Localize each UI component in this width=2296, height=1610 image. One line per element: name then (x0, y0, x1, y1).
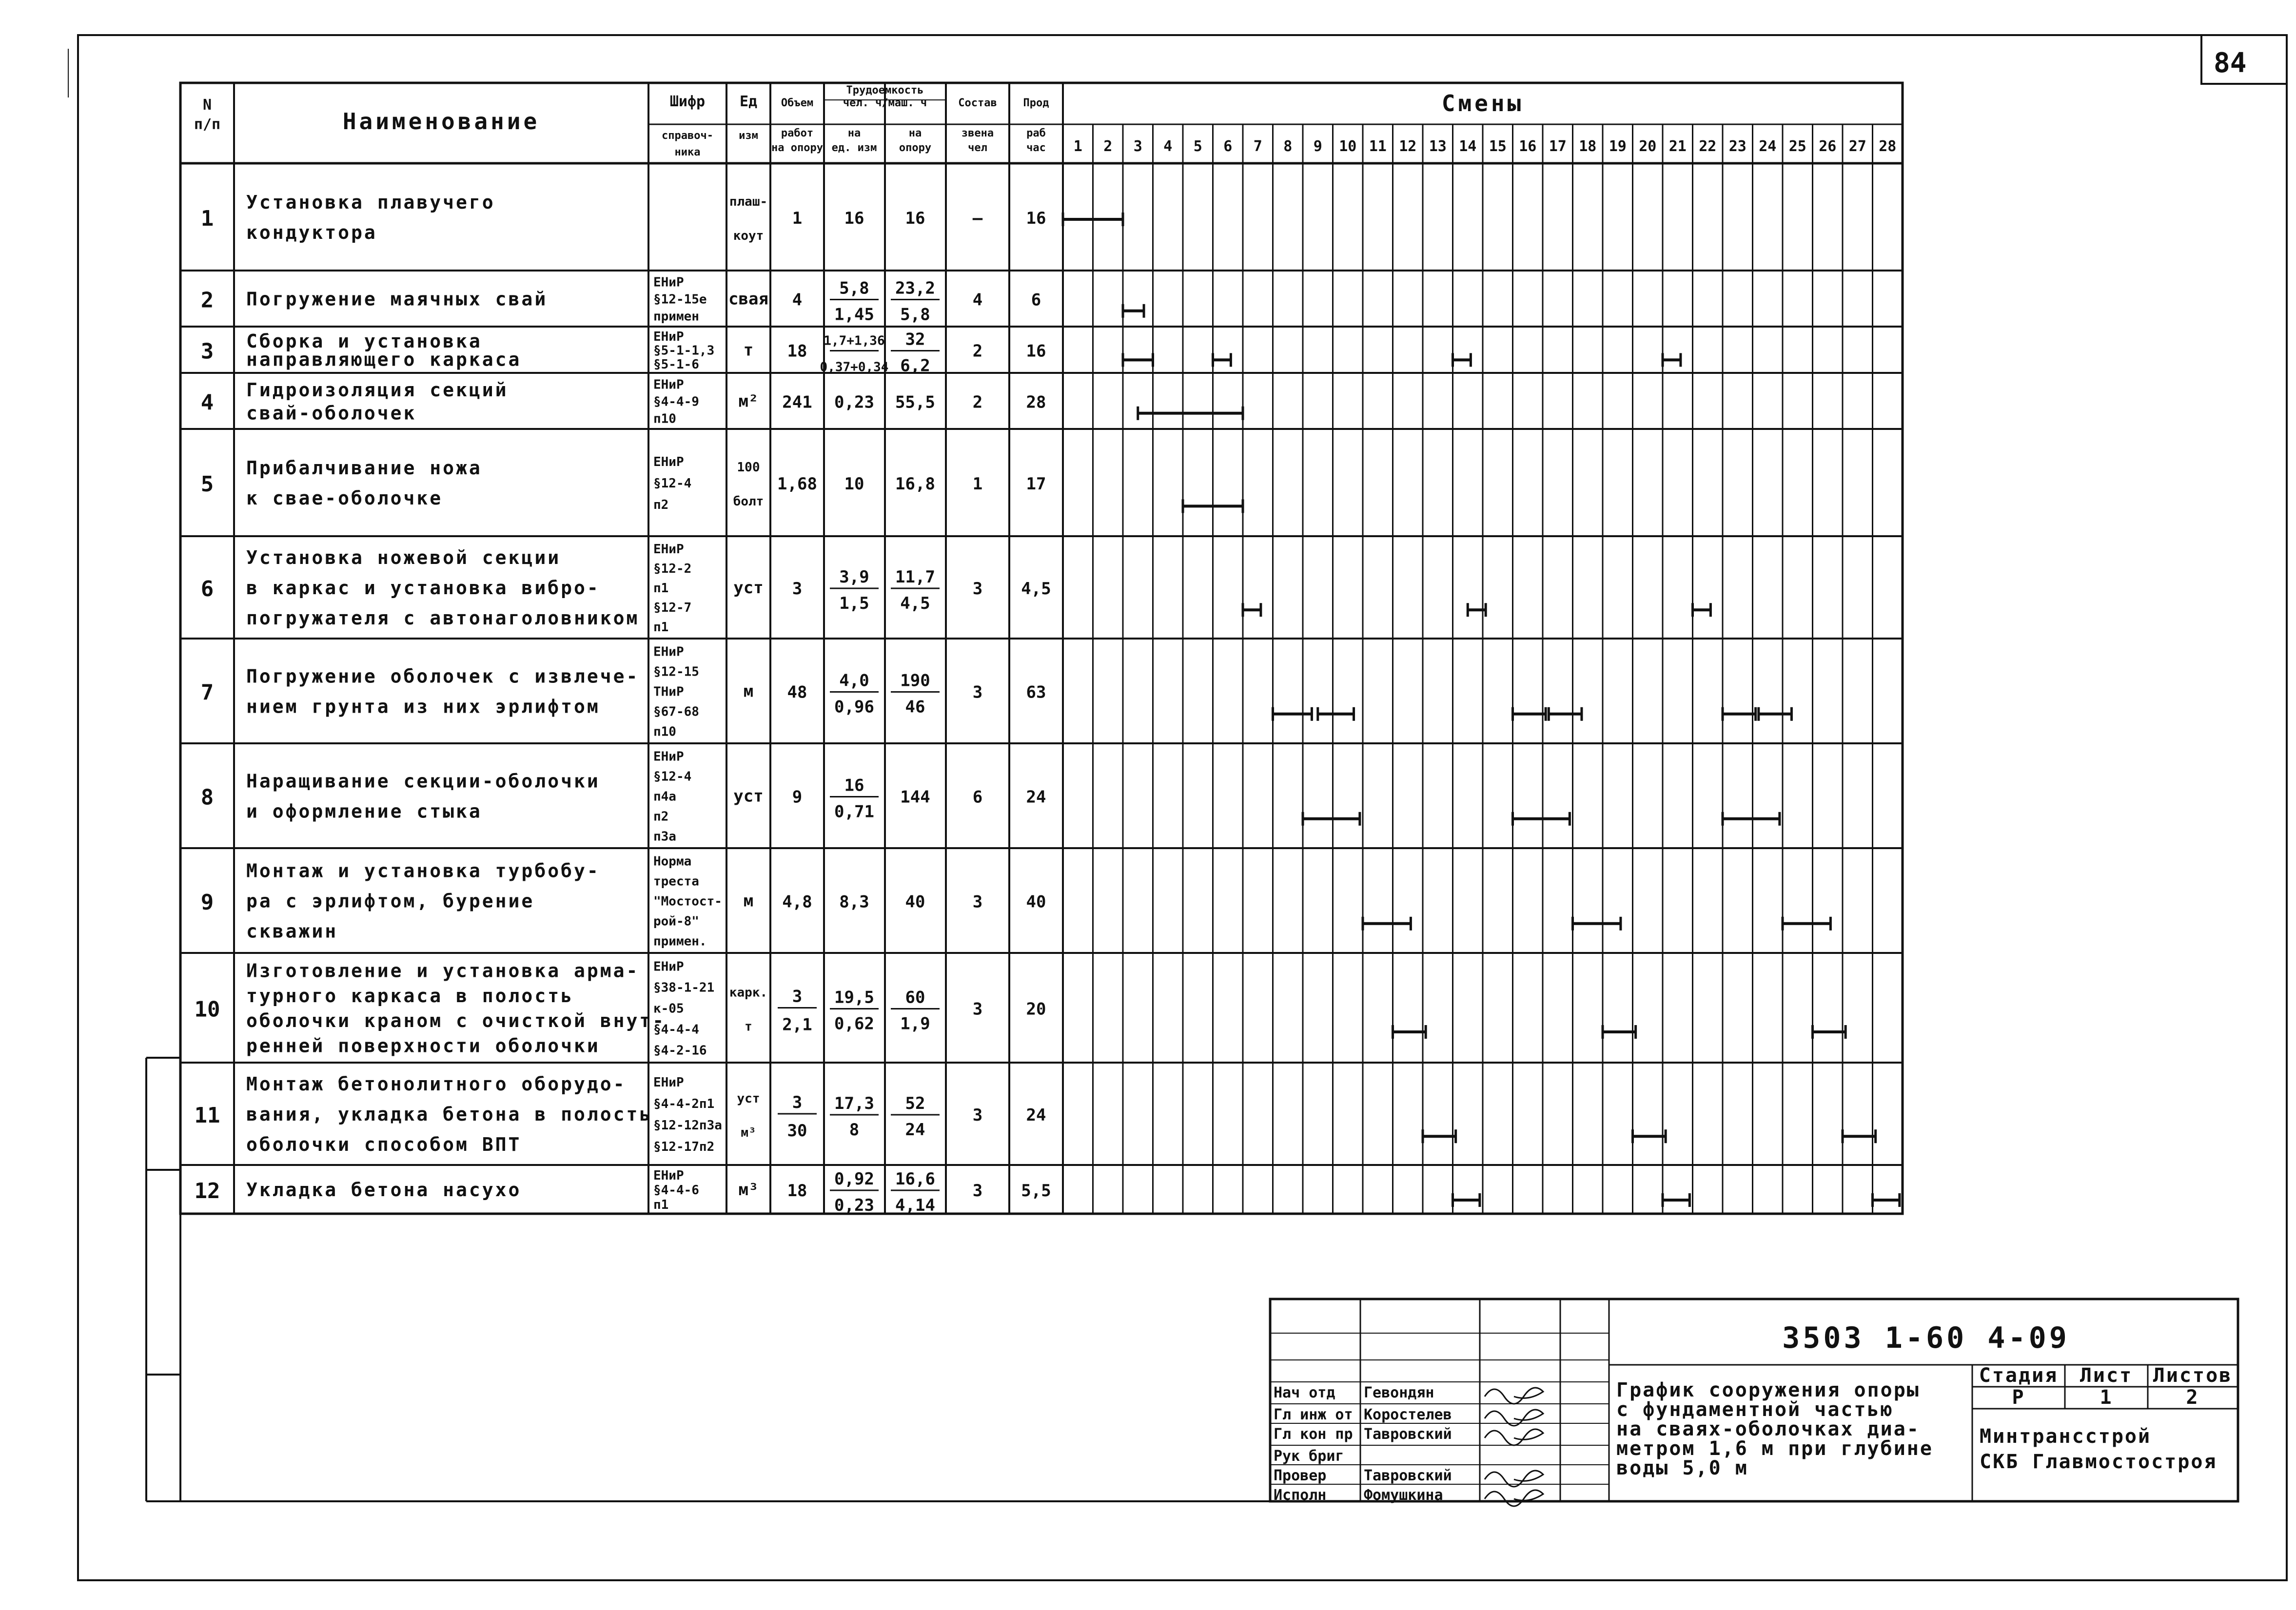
task-name: кондуктора (246, 222, 377, 243)
task-name: направляющего каркаса (246, 349, 522, 370)
unit: м³ (738, 1180, 759, 1200)
shift-number: 25 (1788, 138, 1806, 155)
norm-code: ЕНиР (653, 542, 684, 557)
norm-code: ЕНиР (653, 644, 684, 660)
gantt-bar (1723, 707, 1756, 721)
signature-name: Тавровский (1364, 1426, 1452, 1443)
crew-size: 6 (972, 787, 983, 807)
norm-code: п3а (653, 829, 676, 844)
task-name: Прибалчивание ножа (246, 457, 482, 479)
row-number: 7 (200, 680, 214, 705)
labor-value: 32 (905, 330, 925, 349)
shift-number: 16 (1519, 138, 1537, 155)
task-name: Установка ножевой секции (246, 547, 561, 568)
sheets-value: 2 (2186, 1386, 2199, 1409)
shift-number: 13 (1429, 138, 1447, 155)
labor-value: 144 (900, 787, 930, 807)
labor-value: 1,5 (839, 594, 869, 613)
labor-value: 23,2 (895, 278, 935, 298)
signature (1485, 1429, 1543, 1445)
shift-number: 11 (1369, 138, 1387, 155)
header-code: Шифр (669, 93, 706, 110)
shift-number: 1 (1073, 138, 1082, 155)
norm-code: §67-68 (653, 704, 699, 719)
labor-value: 0,23 (834, 1196, 874, 1215)
shift-number: 28 (1879, 138, 1897, 155)
unit: 100 (737, 460, 760, 475)
norm-code: §4-4-2п1 (653, 1097, 715, 1111)
header-labor: чел. ч/маш. ч (843, 97, 927, 109)
norm-code: §4-2-16 (653, 1043, 707, 1058)
sheet-number: 84 (2214, 47, 2247, 79)
gantt-bar (1693, 603, 1711, 617)
gantt-bar (1759, 707, 1792, 721)
labor-value: 3,9 (839, 567, 869, 587)
norm-code: §4-4-9 (653, 394, 699, 409)
unit: уст (733, 786, 764, 806)
crew-size: 3 (972, 892, 983, 912)
volume: 3 (792, 987, 803, 1007)
labor-value: 5,8 (900, 305, 930, 325)
norm-code: §12-15е (653, 292, 707, 307)
norm-code: п1 (653, 581, 669, 596)
norm-code: §12-7 (653, 601, 692, 615)
volume: 1 (792, 209, 803, 228)
norm-code: §12-15 (653, 664, 699, 679)
labor-value: 10 (844, 474, 864, 494)
labor-value: 19,5 (834, 988, 874, 1008)
duration: 6 (1031, 290, 1041, 310)
norm-code: п2 (653, 809, 669, 824)
volume: 1,68 (777, 474, 817, 494)
task-name: Погружение оболочек с извлече- (246, 665, 640, 687)
task-name: турного каркаса в полость (246, 985, 574, 1007)
volume: 2,1 (782, 1015, 812, 1035)
signature (1485, 1490, 1543, 1506)
crew-size: 3 (972, 682, 983, 702)
gantt-bar (1363, 917, 1411, 931)
duration: 24 (1026, 1106, 1046, 1125)
header-crew-sub: чел (968, 142, 987, 154)
labor-value: 0,37+0,34 (820, 360, 889, 375)
task-name: Гидроизоляция секций (246, 379, 509, 401)
gantt-bar (1318, 707, 1354, 721)
shift-number: 5 (1193, 138, 1202, 155)
document-code: 3503 1-60 4-09 (1782, 1321, 2070, 1355)
norm-code: §12-4 (653, 476, 692, 491)
unit: уст (733, 578, 764, 598)
gantt-bar (1138, 407, 1243, 420)
labor-value: 0,71 (834, 802, 874, 822)
gantt-bar (1633, 1129, 1666, 1143)
labor-value: 60 (905, 988, 925, 1008)
task-name: Монтаж и установка турбобу- (246, 860, 600, 882)
norm-code: §4-4-4 (653, 1022, 699, 1037)
gantt-bar (1873, 1193, 1900, 1207)
header-labor-support: на (908, 127, 922, 139)
signature-name: Гевондян (1364, 1384, 1434, 1401)
task-name: погружателя с автонаголовником (246, 607, 640, 629)
labor-value: 16 (844, 209, 864, 228)
header-volume-sub: работ (781, 127, 814, 139)
organization: Минтрансстрой (1980, 1425, 2152, 1448)
shift-number: 26 (1819, 138, 1837, 155)
row-number: 5 (200, 472, 214, 497)
gantt-bar (1453, 353, 1471, 367)
row-number: 11 (194, 1103, 220, 1128)
header-unit: Ед (739, 93, 758, 110)
task-name: к свае-оболочке (246, 487, 443, 509)
duration: 4,5 (1021, 579, 1051, 599)
unit: т (743, 340, 754, 360)
labor-value: 6,2 (900, 356, 930, 376)
header-number: п/п (194, 116, 221, 133)
shift-number: 4 (1163, 138, 1173, 155)
unit: м² (738, 391, 759, 411)
volume: 4 (792, 290, 803, 310)
drawing-title: метром 1,6 м при глубине (1616, 1437, 1933, 1460)
norm-code: §38-1-21 (653, 980, 715, 995)
task-name: Наращивание секции-оболочки (246, 770, 600, 792)
header-labor-support: опору (899, 142, 932, 154)
header-number: N (202, 97, 212, 114)
norm-code: ЕНиР (653, 1075, 684, 1090)
labor-value: 52 (905, 1094, 925, 1113)
norm-code: ТНиР (653, 684, 684, 699)
gantt-bar (1243, 603, 1261, 617)
labor-value: 0,62 (834, 1014, 874, 1034)
norm-code: треста (653, 874, 699, 889)
duration: 20 (1026, 999, 1046, 1019)
labor-value: 1,9 (900, 1014, 930, 1034)
norm-code: п2 (653, 498, 669, 512)
shift-number: 18 (1579, 138, 1597, 155)
gantt-bar (1663, 353, 1681, 367)
volume: 3 (792, 1093, 803, 1112)
stage-value: Р (2012, 1386, 2025, 1409)
volume: 3 (792, 579, 803, 599)
labor-value: 16,6 (895, 1169, 935, 1189)
task-name: вания, укладка бетона в полость (246, 1104, 653, 1125)
labor-value: 16,8 (895, 474, 935, 494)
shift-number: 15 (1489, 138, 1507, 155)
task-name: в каркас и установка вибро- (246, 577, 600, 599)
crew-size: 3 (972, 1106, 983, 1125)
gantt-bar (1423, 1129, 1456, 1143)
labor-value: 1,7+1,36 (824, 333, 885, 349)
drawing-title: воды 5,0 м (1616, 1457, 1748, 1479)
labor-value: 24 (905, 1120, 925, 1140)
duration: 5,5 (1021, 1181, 1051, 1201)
shift-number: 7 (1253, 138, 1262, 155)
unit: м (743, 891, 754, 911)
task-name: скважин (246, 920, 338, 942)
norm-code: п1 (653, 620, 669, 635)
task-name: ренней поверхности оболочки (246, 1035, 600, 1057)
norm-code: §4-4-6 (653, 1183, 699, 1198)
signature-name: Тавровский (1364, 1467, 1452, 1484)
header-labor-unit: ед. изм (831, 142, 877, 154)
gantt-bar (1393, 1025, 1426, 1039)
row-number: 1 (200, 206, 214, 231)
volume: 241 (782, 392, 812, 412)
norm-code: п10 (653, 724, 676, 739)
volume: 9 (792, 787, 803, 807)
drawing-title: График сооружения опоры (1616, 1379, 1920, 1401)
gantt-bar (1573, 917, 1621, 931)
unit: коут (733, 229, 764, 243)
norm-code: ЕНиР (653, 749, 684, 764)
unit: уст (737, 1091, 760, 1106)
sheet-label: Лист (2080, 1364, 2133, 1387)
norm-code: п1 (653, 1198, 669, 1212)
crew-size: 4 (972, 290, 983, 310)
norm-code: примен. (653, 934, 707, 949)
row-number: 9 (200, 890, 214, 915)
labor-value: 17,3 (834, 1094, 874, 1113)
task-name: Монтаж бетонолитного оборудо- (246, 1073, 627, 1095)
schedule-table (180, 83, 1903, 1215)
shift-number: 17 (1549, 138, 1567, 155)
shift-number: 9 (1313, 138, 1322, 155)
header-name: Наименование (342, 108, 540, 135)
labor-value: 4,0 (839, 671, 869, 691)
task-name: нием грунта из них эрлифтом (246, 696, 600, 718)
norm-code: ЕНиР (653, 1168, 684, 1183)
gantt-bar (1303, 812, 1360, 826)
norm-code: ЕНиР (653, 377, 684, 392)
header-volume-sub: на опору (771, 142, 823, 154)
shift-number: 14 (1459, 138, 1477, 155)
organization: СКБ Главмостостроя (1980, 1451, 2218, 1473)
volume: 30 (787, 1121, 807, 1141)
row-number: 3 (200, 339, 214, 364)
header-code-sub: справоч- (662, 130, 713, 142)
volume: 4,8 (782, 892, 812, 912)
norm-code: ЕНиР (653, 455, 684, 469)
header-duration: Прод (1023, 97, 1049, 109)
labor-value: 190 (900, 671, 930, 691)
unit: м³ (741, 1125, 756, 1140)
labor-value: 40 (905, 892, 925, 912)
task-name: Установка плавучего (246, 192, 495, 213)
signature-role: Провер (1274, 1467, 1327, 1484)
header-labor: Трудоемкость (846, 84, 924, 97)
drawing-title: с фундаментной частью (1616, 1398, 1894, 1421)
gantt-bar (1273, 707, 1312, 721)
norm-code: §12-2 (653, 562, 692, 576)
shift-number: 24 (1759, 138, 1777, 155)
gantt-bar (1723, 812, 1780, 826)
shift-number: 23 (1728, 138, 1747, 155)
crew-size: — (972, 209, 983, 228)
crew-size: 3 (972, 999, 983, 1019)
signature-name: Коростелев (1364, 1406, 1452, 1423)
gantt-bar (1843, 1129, 1876, 1143)
row-number: 2 (200, 288, 214, 313)
labor-value: 1,45 (834, 305, 874, 325)
unit: болт (733, 494, 764, 509)
gantt-bar (1513, 707, 1546, 721)
drawing-title: на сваях-оболочках диа- (1616, 1418, 1920, 1440)
task-name: Погружение маячных свай (246, 288, 548, 310)
row-number: 8 (200, 785, 214, 810)
unit: т (745, 1019, 752, 1034)
labor-value: 11,7 (895, 567, 935, 587)
header-duration-sub: час (1026, 142, 1046, 154)
shift-number: 10 (1339, 138, 1357, 155)
labor-value: 16 (905, 209, 925, 228)
duration: 16 (1026, 341, 1046, 361)
labor-value: 0,23 (834, 392, 874, 412)
task-name: свай-оболочек (246, 402, 417, 424)
labor-value: 4,5 (900, 594, 930, 613)
header-unit-sub: изм (739, 130, 758, 142)
norm-code: §12-12п3а (653, 1118, 722, 1133)
gantt-bar (1783, 917, 1830, 931)
norm-code: §12-17п2 (653, 1140, 715, 1154)
shift-number: 27 (1848, 138, 1866, 155)
row-number: 6 (200, 577, 214, 601)
signature-role: Исполн (1274, 1487, 1327, 1504)
norm-code: §5-1-6 (653, 357, 699, 372)
crew-size: 3 (972, 579, 983, 599)
labor-value: 46 (905, 697, 925, 717)
norm-code: примен (653, 309, 699, 324)
duration: 28 (1026, 392, 1046, 412)
shift-number: 20 (1639, 138, 1657, 155)
gantt-chart (1063, 213, 1900, 1207)
shift-number: 3 (1133, 138, 1142, 155)
unit: свая (728, 289, 768, 309)
task-name: оболочки способом ВПТ (246, 1134, 522, 1155)
shift-number: 6 (1223, 138, 1233, 155)
labor-value: 55,5 (895, 392, 935, 412)
gantt-bar (1513, 812, 1570, 826)
task-name: и оформление стыка (246, 800, 482, 822)
signature-role: Гл инж от (1274, 1406, 1353, 1423)
signature-name: Фомушкина (1364, 1487, 1443, 1504)
gantt-bar (1663, 1193, 1689, 1207)
shift-number: 19 (1609, 138, 1627, 155)
unit: м (743, 681, 754, 701)
header-code-sub: ника (674, 146, 701, 158)
task-name: ра с эрлифтом, бурение (246, 890, 535, 912)
gantt-bar (1603, 1025, 1636, 1039)
norm-code: ЕНиР (653, 330, 684, 345)
duration: 24 (1026, 787, 1046, 807)
signature-role: Нач отд (1274, 1384, 1335, 1401)
duration: 63 (1026, 682, 1046, 702)
header-crew: Состав (958, 97, 997, 109)
title-block (1270, 1299, 2238, 1506)
row-number: 10 (194, 997, 220, 1022)
labor-value: 4,14 (895, 1196, 935, 1215)
labor-value: 8 (849, 1120, 860, 1140)
duration: 17 (1026, 474, 1046, 494)
header-volume: Объем (781, 97, 814, 109)
crew-size: 2 (972, 392, 983, 412)
signature (1485, 1388, 1543, 1404)
norm-code: ЕНиР (653, 275, 684, 290)
signature-role: Рук бриг (1274, 1448, 1344, 1465)
signature-role: Гл кон пр (1274, 1426, 1353, 1443)
sheet-value: 1 (2100, 1386, 2113, 1409)
volume: 18 (787, 1181, 807, 1201)
header-duration-sub: раб (1026, 127, 1046, 139)
norm-code: Норма (653, 854, 692, 869)
shift-number: 2 (1103, 138, 1113, 155)
crew-size: 3 (972, 1181, 983, 1201)
task-name: оболочки краном с очисткой внут- (246, 1010, 666, 1032)
gantt-bar (1123, 304, 1144, 318)
unit: плаш- (729, 194, 768, 209)
header-shifts: Смены (1441, 90, 1524, 116)
labor-value: 16 (844, 776, 864, 795)
shift-number: 8 (1283, 138, 1293, 155)
norm-code: §12-4 (653, 769, 692, 784)
unit: карк. (729, 985, 768, 1000)
volume: 48 (787, 682, 807, 702)
norm-code: рой-8" (653, 914, 699, 929)
gantt-bar (1453, 1193, 1480, 1207)
labor-value: 8,3 (839, 892, 869, 912)
labor-value: 0,96 (834, 697, 874, 717)
row-number: 12 (194, 1179, 220, 1203)
row-number: 4 (200, 390, 214, 415)
gantt-bar (1213, 353, 1231, 367)
header-labor-unit: на (847, 127, 861, 139)
duration: 40 (1026, 892, 1046, 912)
volume: 18 (787, 341, 807, 361)
norm-code: к-05 (653, 1001, 684, 1016)
norm-code: "Мостост- (653, 894, 722, 909)
crew-size: 1 (972, 474, 983, 494)
gantt-bar (1123, 353, 1153, 367)
task-name: Сборка и установка (246, 330, 482, 352)
shift-number: 12 (1399, 138, 1417, 155)
norm-code: ЕНиР (653, 959, 684, 974)
shift-number: 21 (1668, 138, 1687, 155)
norm-code: п10 (653, 411, 676, 427)
duration: 16 (1026, 209, 1046, 228)
task-name: Изготовление и установка арма- (246, 960, 640, 982)
stage-label: Стадия (1979, 1364, 2059, 1387)
labor-value: 0,92 (834, 1169, 874, 1189)
norm-code: п4а (653, 789, 676, 804)
header-crew-sub: звена (961, 127, 994, 139)
crew-size: 2 (972, 341, 983, 361)
labor-value: 5,8 (839, 278, 869, 298)
gantt-bar (1549, 707, 1582, 721)
gantt-bar (1813, 1025, 1846, 1039)
norm-code: §5-1-1,3 (653, 343, 715, 358)
sheets-label: Листов (2153, 1364, 2233, 1387)
shift-number: 22 (1699, 138, 1717, 155)
task-name: Укладка бетона насухо (246, 1179, 522, 1201)
